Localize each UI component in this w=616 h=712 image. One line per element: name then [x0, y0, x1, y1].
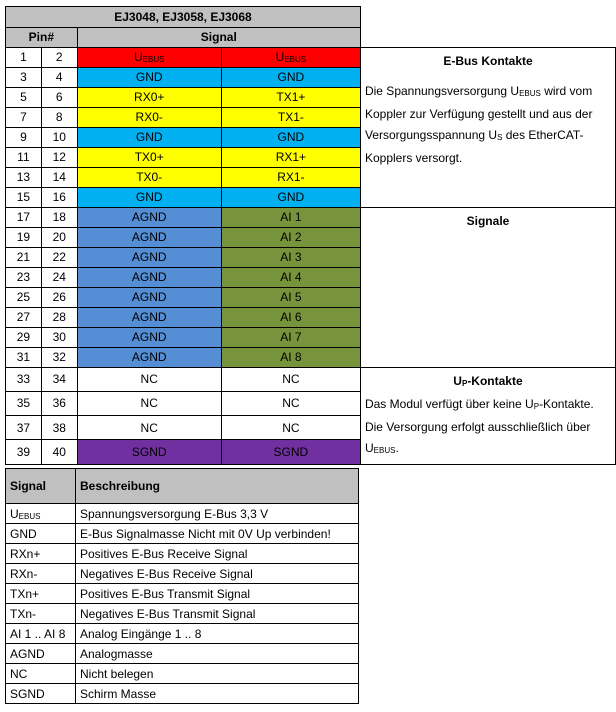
signal-label: AGND [131, 210, 167, 224]
pin-number: 8 [41, 107, 77, 127]
signal-label: NC [140, 396, 158, 411]
desc-description-text: Negatives E-Bus Receive Signal [80, 566, 253, 581]
text-fragment: wird vom Koppler zur Verfügung gestellt und aus der Versorgungsspannung U [364, 83, 593, 142]
pin-number: 38 [41, 416, 77, 440]
signal-label: AGND [131, 310, 167, 324]
signal-left-cell [77, 247, 221, 267]
pin-number: 7 [6, 107, 42, 127]
signal-label: RX1+ [275, 150, 307, 164]
pin-number: 24 [41, 267, 77, 287]
signal-label: AGND [131, 330, 167, 344]
signal-right-cell [221, 391, 360, 415]
desc-signal-cell [6, 664, 76, 684]
subscript: P [461, 378, 468, 388]
pin-number: 20 [41, 227, 77, 247]
text-fragment: Die Spannungsversorgung U [364, 83, 520, 98]
signal-label: RX0- [135, 110, 163, 124]
pin-number: 5 [6, 87, 42, 107]
pin-number: 19 [6, 227, 42, 247]
signal-subscript: EBUS [284, 55, 307, 64]
signal-label: NC [282, 372, 300, 387]
desc-row [6, 564, 359, 584]
subscript: S [497, 132, 503, 142]
desc-signal-cell [6, 584, 76, 604]
desc-signal-cell [6, 564, 76, 584]
signal-right-cell [221, 107, 360, 127]
desc-signal-cell [6, 684, 76, 704]
desc-description-text: Spannungsversorgung E-Bus 3,3 V [80, 506, 269, 521]
signal-label: TX1+ [276, 90, 306, 104]
desc-description-text: Negatives E-Bus Transmit Signal [80, 606, 256, 621]
signal-right-cell [221, 307, 360, 327]
pin-number: 12 [41, 147, 77, 167]
desc-description-text: E-Bus Signalmasse Nicht mit 0V Up verbinden! [80, 526, 331, 541]
signal-label: GND [135, 70, 163, 84]
desc-description-text: Schirm Masse [80, 686, 157, 701]
desc-row [6, 604, 359, 624]
pin-number: 25 [6, 287, 42, 307]
pin-number: 30 [41, 327, 77, 347]
pin-number: 21 [6, 247, 42, 267]
signal-left-cell [77, 391, 221, 415]
desc-description-cell [76, 664, 359, 684]
signal-left-cell [77, 147, 221, 167]
pin-number: 29 [6, 327, 42, 347]
signal-right-cell [221, 416, 360, 440]
desc-signal-subscript: EBUS [18, 511, 41, 521]
signal-left-cell [77, 416, 221, 440]
pin-assignment-table [5, 6, 616, 465]
desc-signal-text: RXn- [10, 566, 38, 581]
signal-left-cell [77, 267, 221, 287]
desc-signal-text: AGND [10, 646, 45, 661]
desc-description-cell [76, 624, 359, 644]
desc-signal-cell [6, 604, 76, 624]
pin-number: 9 [6, 127, 42, 147]
desc-signal-text: U [10, 506, 19, 521]
signal-right-cell [221, 127, 360, 147]
signal-label: AGND [131, 230, 167, 244]
desc-description-text: Positives E-Bus Transmit Signal [80, 586, 251, 601]
section-ebus [360, 47, 615, 207]
signal-label: GND [277, 70, 305, 84]
signal-left-cell [77, 187, 221, 207]
pin-number: 17 [6, 207, 42, 227]
signal-label: U [133, 50, 143, 64]
desc-description-text: Analogmasse [80, 646, 153, 661]
text-fragment: -Kontakte [467, 373, 523, 388]
signal-label: SGND [131, 444, 167, 459]
desc-row [6, 644, 359, 664]
signal-right-cell [221, 167, 360, 187]
signal-label: AGND [131, 250, 167, 264]
pin-column-header: Pin# [6, 28, 78, 48]
pin-row [6, 207, 616, 227]
pin-table-title: EJ3048, EJ3058, EJ3068 [6, 7, 361, 28]
signal-right-cell [221, 287, 360, 307]
pin-table-body [6, 47, 616, 464]
pin-number: 14 [41, 167, 77, 187]
signal-right-cell [221, 327, 360, 347]
section-text [365, 394, 611, 461]
signal-label: TX0+ [134, 150, 164, 164]
pin-number: 26 [41, 287, 77, 307]
signal-left-cell [77, 287, 221, 307]
pin-number: 2 [41, 47, 77, 67]
desc-table-body [6, 504, 359, 704]
signal-label: AI 8 [280, 350, 302, 364]
signal-label: GND [277, 130, 305, 144]
signal-label: AGND [131, 270, 167, 284]
desc-row [6, 684, 359, 704]
desc-signal-text: AI 1 .. AI 8 [10, 626, 66, 641]
signal-right-cell [221, 207, 360, 227]
pin-number: 16 [41, 187, 77, 207]
pin-number: 33 [6, 367, 42, 391]
desc-signal-text: RXn+ [10, 546, 41, 561]
signal-right-cell [221, 147, 360, 167]
desc-signal-cell [6, 544, 76, 564]
signal-subscript: EBUS [142, 55, 165, 64]
signal-left-cell [77, 167, 221, 187]
pin-number: 40 [41, 440, 77, 464]
desc-description-cell [76, 564, 359, 584]
desc-signal-cell [6, 644, 76, 664]
signal-label: NC [282, 396, 300, 411]
desc-signal-cell [6, 524, 76, 544]
signal-left-cell [77, 327, 221, 347]
signal-left-cell [77, 207, 221, 227]
signal-right-cell [221, 367, 360, 391]
desc-row [6, 504, 359, 524]
signal-label: NC [282, 420, 300, 435]
desc-signal-text: TXn+ [10, 586, 40, 601]
signal-right-cell [221, 87, 360, 107]
pin-number: 32 [41, 347, 77, 367]
signal-right-cell [221, 347, 360, 367]
subscript: EBUS [373, 445, 396, 455]
signal-label: AGND [131, 290, 167, 304]
section-title: E-Bus Kontakte [443, 53, 533, 68]
desc-row [6, 524, 359, 544]
pin-number: 23 [6, 267, 42, 287]
desc-signal-header: Signal [6, 469, 76, 504]
pin-number: 37 [6, 416, 42, 440]
desc-row [6, 544, 359, 564]
signal-label: AI 3 [280, 250, 302, 264]
signal-left-cell [77, 227, 221, 247]
desc-row [6, 664, 359, 684]
signal-left-cell [77, 127, 221, 147]
signal-label: AI 5 [280, 290, 302, 304]
pin-number: 4 [41, 67, 77, 87]
text-fragment: Das Modul verfügt über keine U [364, 396, 534, 411]
signal-right-cell [221, 247, 360, 267]
desc-signal-text: NC [10, 666, 28, 681]
pin-number: 11 [6, 147, 42, 167]
signal-label: SGND [273, 444, 309, 459]
desc-signal-cell [6, 624, 76, 644]
signal-left-cell [77, 347, 221, 367]
signal-label: AI 2 [280, 230, 302, 244]
desc-description-cell [76, 544, 359, 564]
signal-label: AI 7 [280, 330, 302, 344]
signal-left-cell [77, 47, 221, 67]
signal-column-header: Signal [77, 28, 360, 48]
signal-label: GND [135, 190, 163, 204]
pin-number: 15 [6, 187, 42, 207]
pin-number: 36 [41, 391, 77, 415]
signal-label: NC [140, 372, 158, 387]
subscript: EBUS [519, 88, 541, 98]
pin-number: 28 [41, 307, 77, 327]
signal-left-cell [77, 87, 221, 107]
desc-signal-cell [6, 504, 76, 524]
pin-row [6, 367, 616, 391]
signal-left-cell [77, 367, 221, 391]
pin-number: 39 [6, 440, 42, 464]
pin-number: 31 [6, 347, 42, 367]
desc-signal-text: TXn- [10, 606, 37, 621]
signal-label: NC [140, 420, 158, 435]
desc-description-cell [76, 504, 359, 524]
text-fragment: des EtherCAT-Kopplers versorgt. [364, 127, 584, 165]
desc-description-cell [76, 604, 359, 624]
desc-description-text: Analog Eingänge 1 .. 8 [80, 626, 202, 641]
signal-label: AI 1 [280, 210, 302, 224]
pin-number: 27 [6, 307, 42, 327]
signal-label: AGND [131, 350, 167, 364]
desc-description-header: Beschreibung [76, 469, 359, 504]
pin-number: 18 [41, 207, 77, 227]
signal-right-cell [221, 227, 360, 247]
signal-description-table [5, 468, 359, 704]
signal-label: U [275, 50, 285, 64]
signal-left-cell [77, 67, 221, 87]
section-up [360, 367, 615, 464]
signal-left-cell [77, 440, 221, 464]
pin-number: 6 [41, 87, 77, 107]
signal-label: AI 6 [280, 310, 302, 324]
text-fragment: . [395, 440, 399, 455]
signal-right-cell [221, 267, 360, 287]
desc-signal-text: GND [10, 526, 37, 541]
section-title: Signale [466, 213, 510, 228]
pin-number: 13 [6, 167, 42, 187]
desc-description-text: Positives E-Bus Receive Signal [80, 546, 248, 561]
desc-description-cell [76, 524, 359, 544]
text-fragment: U [453, 373, 462, 388]
pin-number: 22 [41, 247, 77, 267]
desc-description-cell [76, 684, 359, 704]
desc-description-cell [76, 584, 359, 604]
signal-left-cell [77, 107, 221, 127]
signal-label: TX0- [136, 170, 163, 184]
desc-description-text: Nicht belegen [80, 666, 154, 681]
signal-label: AI 4 [280, 270, 302, 284]
pin-number: 1 [6, 47, 42, 67]
pin-number: 10 [41, 127, 77, 147]
desc-row [6, 624, 359, 644]
signal-label: RX0+ [134, 90, 165, 104]
subscript: P [533, 401, 540, 411]
signal-label: GND [277, 190, 305, 204]
signal-label: TX1- [277, 110, 304, 124]
signal-left-cell [77, 307, 221, 327]
section-title [365, 371, 611, 394]
signal-label: GND [135, 130, 163, 144]
desc-description-cell [76, 644, 359, 664]
signal-right-cell [221, 440, 360, 464]
section-signale [360, 207, 615, 367]
desc-signal-text: SGND [10, 686, 45, 701]
pin-row [6, 47, 616, 67]
desc-row [6, 584, 359, 604]
signal-right-cell [221, 187, 360, 207]
pin-number: 3 [6, 67, 42, 87]
signal-right-cell [221, 47, 360, 67]
pin-number: 35 [6, 391, 42, 415]
signal-right-cell [221, 67, 360, 87]
signal-label: RX1- [277, 170, 305, 184]
pin-number: 34 [41, 367, 77, 391]
section-text [365, 81, 611, 169]
text-fragment: -Kontakte. Die Versorgung erfolgt ausschließlich über U [364, 396, 594, 455]
